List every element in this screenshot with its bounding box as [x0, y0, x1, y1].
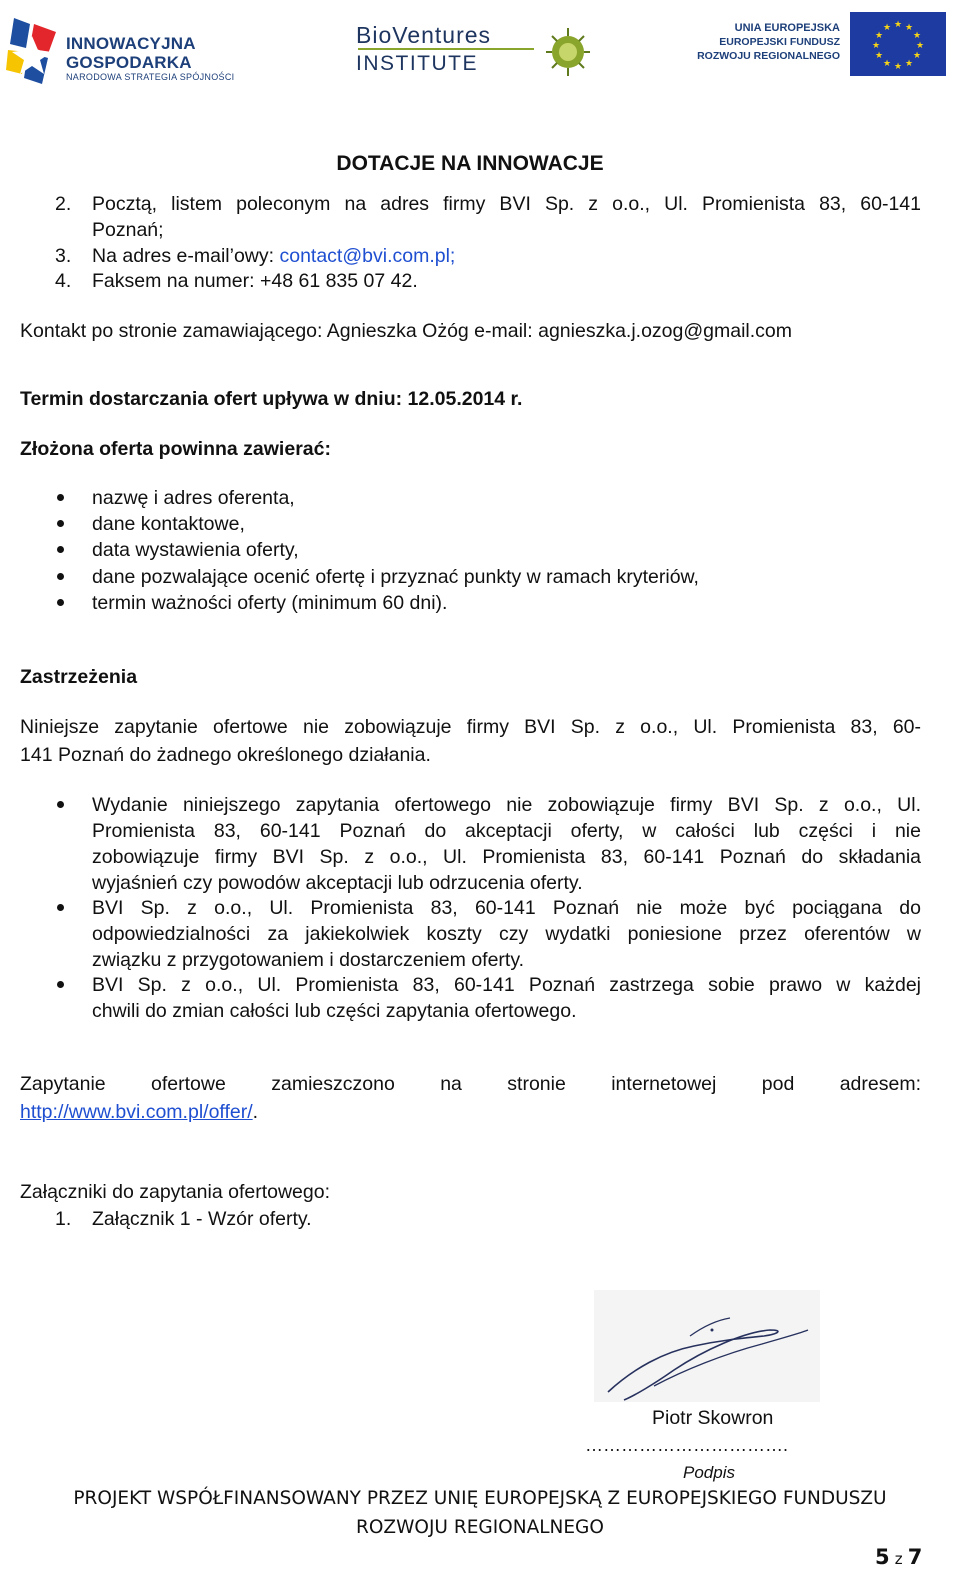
reservation-line: wyjaśnień czy powodów akceptacji lub odrzucenia oferty. [92, 872, 583, 894]
logo-innowacyjna-gospodarka [0, 8, 240, 90]
virus-icon [544, 24, 592, 80]
reservation-line: związku z przygotowaniem i dostarczeniem oferty. [92, 949, 525, 971]
signature-box [594, 1290, 820, 1402]
reservation-line: BVI Sp. z o.o., Ul. Promienista 83, 60-141 Poznań nie może być pociągana do [92, 897, 921, 919]
page-total: 7 [907, 1545, 923, 1569]
logo-bvi-underline [358, 48, 534, 50]
deadline: Termin dostarczania ofert upływa w dniu: 12.05.2014 r. [20, 388, 523, 410]
logo-unia-europejska [690, 12, 952, 78]
handwritten-signature [594, 1290, 820, 1402]
svg-text:★: ★ [882, 23, 892, 33]
list-item: dane kontaktowe, [92, 513, 245, 535]
bullet-icon [57, 573, 64, 580]
footer-line2: ROZWOJU REGIONALNEGO [356, 1517, 604, 1538]
contact-item-post [92, 191, 921, 243]
reservations-intro-line2: 141 Poznań do żadnego określonego działania. [20, 744, 431, 766]
list-number: 3. [55, 245, 72, 267]
svg-text:★: ★ [871, 41, 881, 51]
bullet-icon [57, 981, 64, 988]
offer-heading: Złożona oferta powinna zawierać: [20, 438, 331, 460]
attachments-heading: Załączniki do zapytania ofertowego: [20, 1181, 331, 1203]
reservation-line: Wydanie niniejszego zapytania ofertowego nie zobowiązuje firmy BVI Sp. z o.o., Ul. [92, 794, 921, 816]
bullet-icon [57, 801, 64, 808]
reservation-item [92, 972, 921, 1024]
svg-text:★: ★ [915, 41, 925, 51]
logo-bvi-line1: BioVentures [356, 22, 492, 48]
reservation-item [92, 895, 921, 973]
reservation-item [92, 792, 921, 896]
reservation-line: chwili do zmian całości lub części zapytania ofertowego. [92, 1000, 577, 1022]
signature-caption: Podpis [683, 1463, 735, 1482]
logo-ig-line3: NARODOWA STRATEGIA SPÓJNOŚCI [66, 72, 235, 82]
logo-eu-line3: ROZWOJU REGIONALNEGO [697, 50, 840, 62]
offer-url-link[interactable]: http://www.bvi.com.pl/offer/ [20, 1101, 253, 1123]
contact-post-line1: Pocztą, listem poleconym na adres firmy BVI Sp. z o.o., Ul. Promienista 83, 60-141 [92, 193, 921, 215]
bullet-icon [57, 520, 64, 527]
list-item: data wystawienia oferty, [92, 539, 299, 561]
reservations-intro [20, 714, 921, 768]
page-number [875, 1545, 922, 1569]
contact-post-line2: Poznań; [92, 219, 164, 241]
list-number: 2. [55, 193, 72, 215]
svg-text:★: ★ [912, 31, 922, 41]
svg-text:★: ★ [893, 62, 903, 72]
logo-bvi-line2: INSTITUTE [356, 52, 478, 75]
list-number: 1. [55, 1208, 72, 1230]
svg-text:★: ★ [882, 59, 892, 69]
logo-eu-line1: UNIA EUROPEJSKA [734, 22, 840, 34]
bullet-icon [57, 904, 64, 911]
eu-flag-icon [850, 12, 946, 76]
bullet-icon [57, 494, 64, 501]
contact-item-email [92, 243, 455, 269]
svg-text:★: ★ [874, 31, 884, 41]
list-item: dane pozwalające ocenić ofertę i przyznać punkty w ramach kryteriów, [92, 566, 699, 588]
contact-person: Kontakt po stronie zamawiającego: Agnieszka Ożóg e-mail: agnieszka.j.ozog@gmail.com [20, 320, 793, 342]
published-line1: Zapytanie ofertowe zamieszczono na stronie internetowej pod adresem: [20, 1073, 921, 1095]
reservations-intro-line1: Niniejsze zapytanie ofertowe nie zobowiązuje firmy BVI Sp. z o.o., Ul. Promienista 83, 60- [20, 716, 921, 738]
reservation-line: zobowiązuje firmy BVI Sp. z o.o., Ul. Promienista 83, 60-141 Poznań do składania [92, 846, 921, 868]
svg-text:★: ★ [893, 20, 903, 30]
page-current: 5 [875, 1545, 890, 1569]
bullet-icon [57, 546, 64, 553]
reservations-heading: Zastrzeżenia [20, 666, 138, 688]
svg-text:★: ★ [904, 59, 914, 69]
logo-ig-line1: INNOWACYJNA [66, 34, 196, 53]
logo-eu-line2: EUROPEJSKI FUNDUSZ [719, 36, 840, 48]
list-item: nazwę i adres oferenta, [92, 487, 295, 509]
svg-text:★: ★ [904, 23, 914, 33]
ig-star-icon [4, 14, 60, 90]
svg-text:★: ★ [912, 51, 922, 61]
logo-ig-line2: GOSPODARKA [66, 53, 192, 72]
reservation-line: Promienista 83, 60-141 Poznań do akceptacji oferty, w całości lub części i nie [92, 820, 921, 842]
list-number: 4. [55, 270, 72, 292]
reservation-line: BVI Sp. z o.o., Ul. Promienista 83, 60-141 Poznań zastrzega sobie prawo w każdej [92, 974, 921, 996]
signer-name: Piotr Skowron [652, 1407, 774, 1429]
svg-text:★: ★ [874, 51, 884, 61]
page-sep: z [894, 1550, 903, 1568]
logo-bioventures [352, 18, 602, 90]
signature-dots: ……………………………. [585, 1435, 789, 1455]
list-item: termin ważności oferty (minimum 60 dni). [92, 592, 448, 614]
published-suffix: . [252, 1101, 259, 1123]
attachment-item: Załącznik 1 - Wzór oferty. [92, 1208, 312, 1230]
page-title: DOTACJE NA INNOWACJE [336, 152, 604, 175]
contact-email-prefix: Na adres e-mail’owy: [92, 245, 280, 267]
contact-email-link[interactable]: contact@bvi.com.pl; [279, 245, 456, 267]
published-notice [20, 1071, 921, 1125]
footer-line1: PROJEKT WSPÓŁFINANSOWANY PRZEZ UNIĘ EUROPEJSKĄ Z EUROPEJSKIEGO FUNDUSZU [73, 1488, 887, 1509]
bullet-icon [57, 599, 64, 606]
contact-item-fax: Faksem na numer: +48 61 835 07 42. [92, 270, 418, 292]
reservation-line: odpowiedzialności za jakiekolwiek koszty czy wydatki poniesione przez oferentów w [92, 923, 921, 945]
